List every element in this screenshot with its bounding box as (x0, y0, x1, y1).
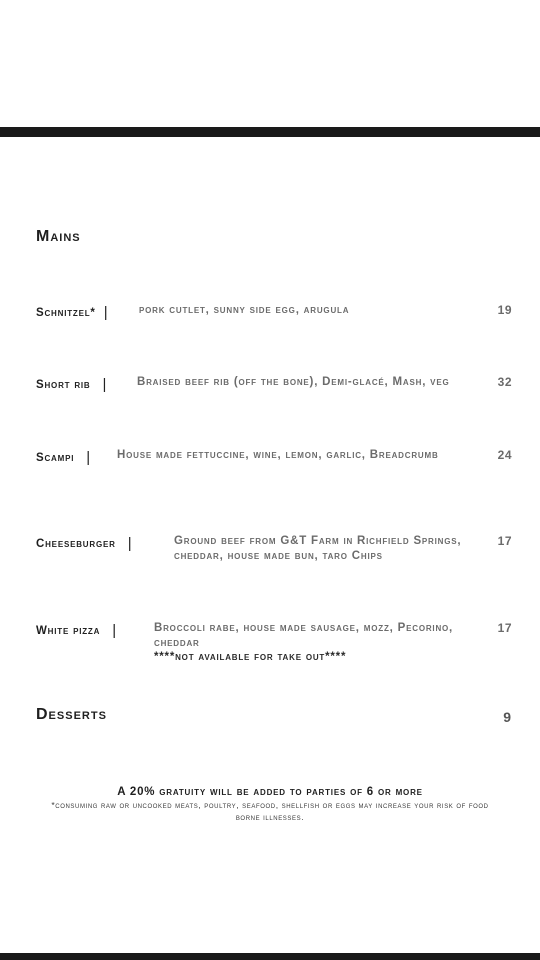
item-price: 17 (497, 534, 512, 548)
desserts-heading: Desserts (36, 706, 107, 723)
item-description: Broccoli rabe, house made sausage, mozz, Pecorino, cheddar ****not available for take out**** (154, 622, 454, 663)
item-price: 19 (497, 303, 512, 317)
bottom-divider-bar (0, 953, 540, 960)
food-safety-warning: *consuming raw or uncooked meats, poultry, seafood, shellfish or eggs may increase your risk of food borne illnesses. (51, 800, 489, 822)
gratuity-notice: A 20% gratuity will be added to parties of 6 or more (117, 786, 423, 798)
item-price: 24 (497, 448, 512, 462)
desserts-price: 9 (503, 709, 511, 725)
item-description: pork cutlet, sunny side egg, arugula (139, 304, 350, 316)
item-name: Cheeseburger | (36, 535, 133, 552)
item-name: White pizza | (36, 622, 117, 639)
mains-heading: Mains (36, 228, 81, 245)
item-name: Scampi | (36, 449, 91, 466)
item-note: ****not available for take out**** (154, 651, 347, 663)
item-description: Braised beef rib (off the bone), Demi-glacé, Mash, veg (137, 376, 450, 388)
item-description: House made fettuccine, wine, lemon, garlic, Breadcrumb (117, 449, 439, 461)
item-description: Ground beef from G&T Farm in Richfield Springs, cheddar, house made bun, taro Chips (174, 535, 462, 562)
item-price: 17 (497, 621, 512, 635)
item-name: Short rib | (36, 376, 108, 393)
item-name: Schnitzel* | (36, 304, 109, 321)
item-price: 32 (497, 375, 512, 389)
top-divider-bar (0, 127, 540, 137)
